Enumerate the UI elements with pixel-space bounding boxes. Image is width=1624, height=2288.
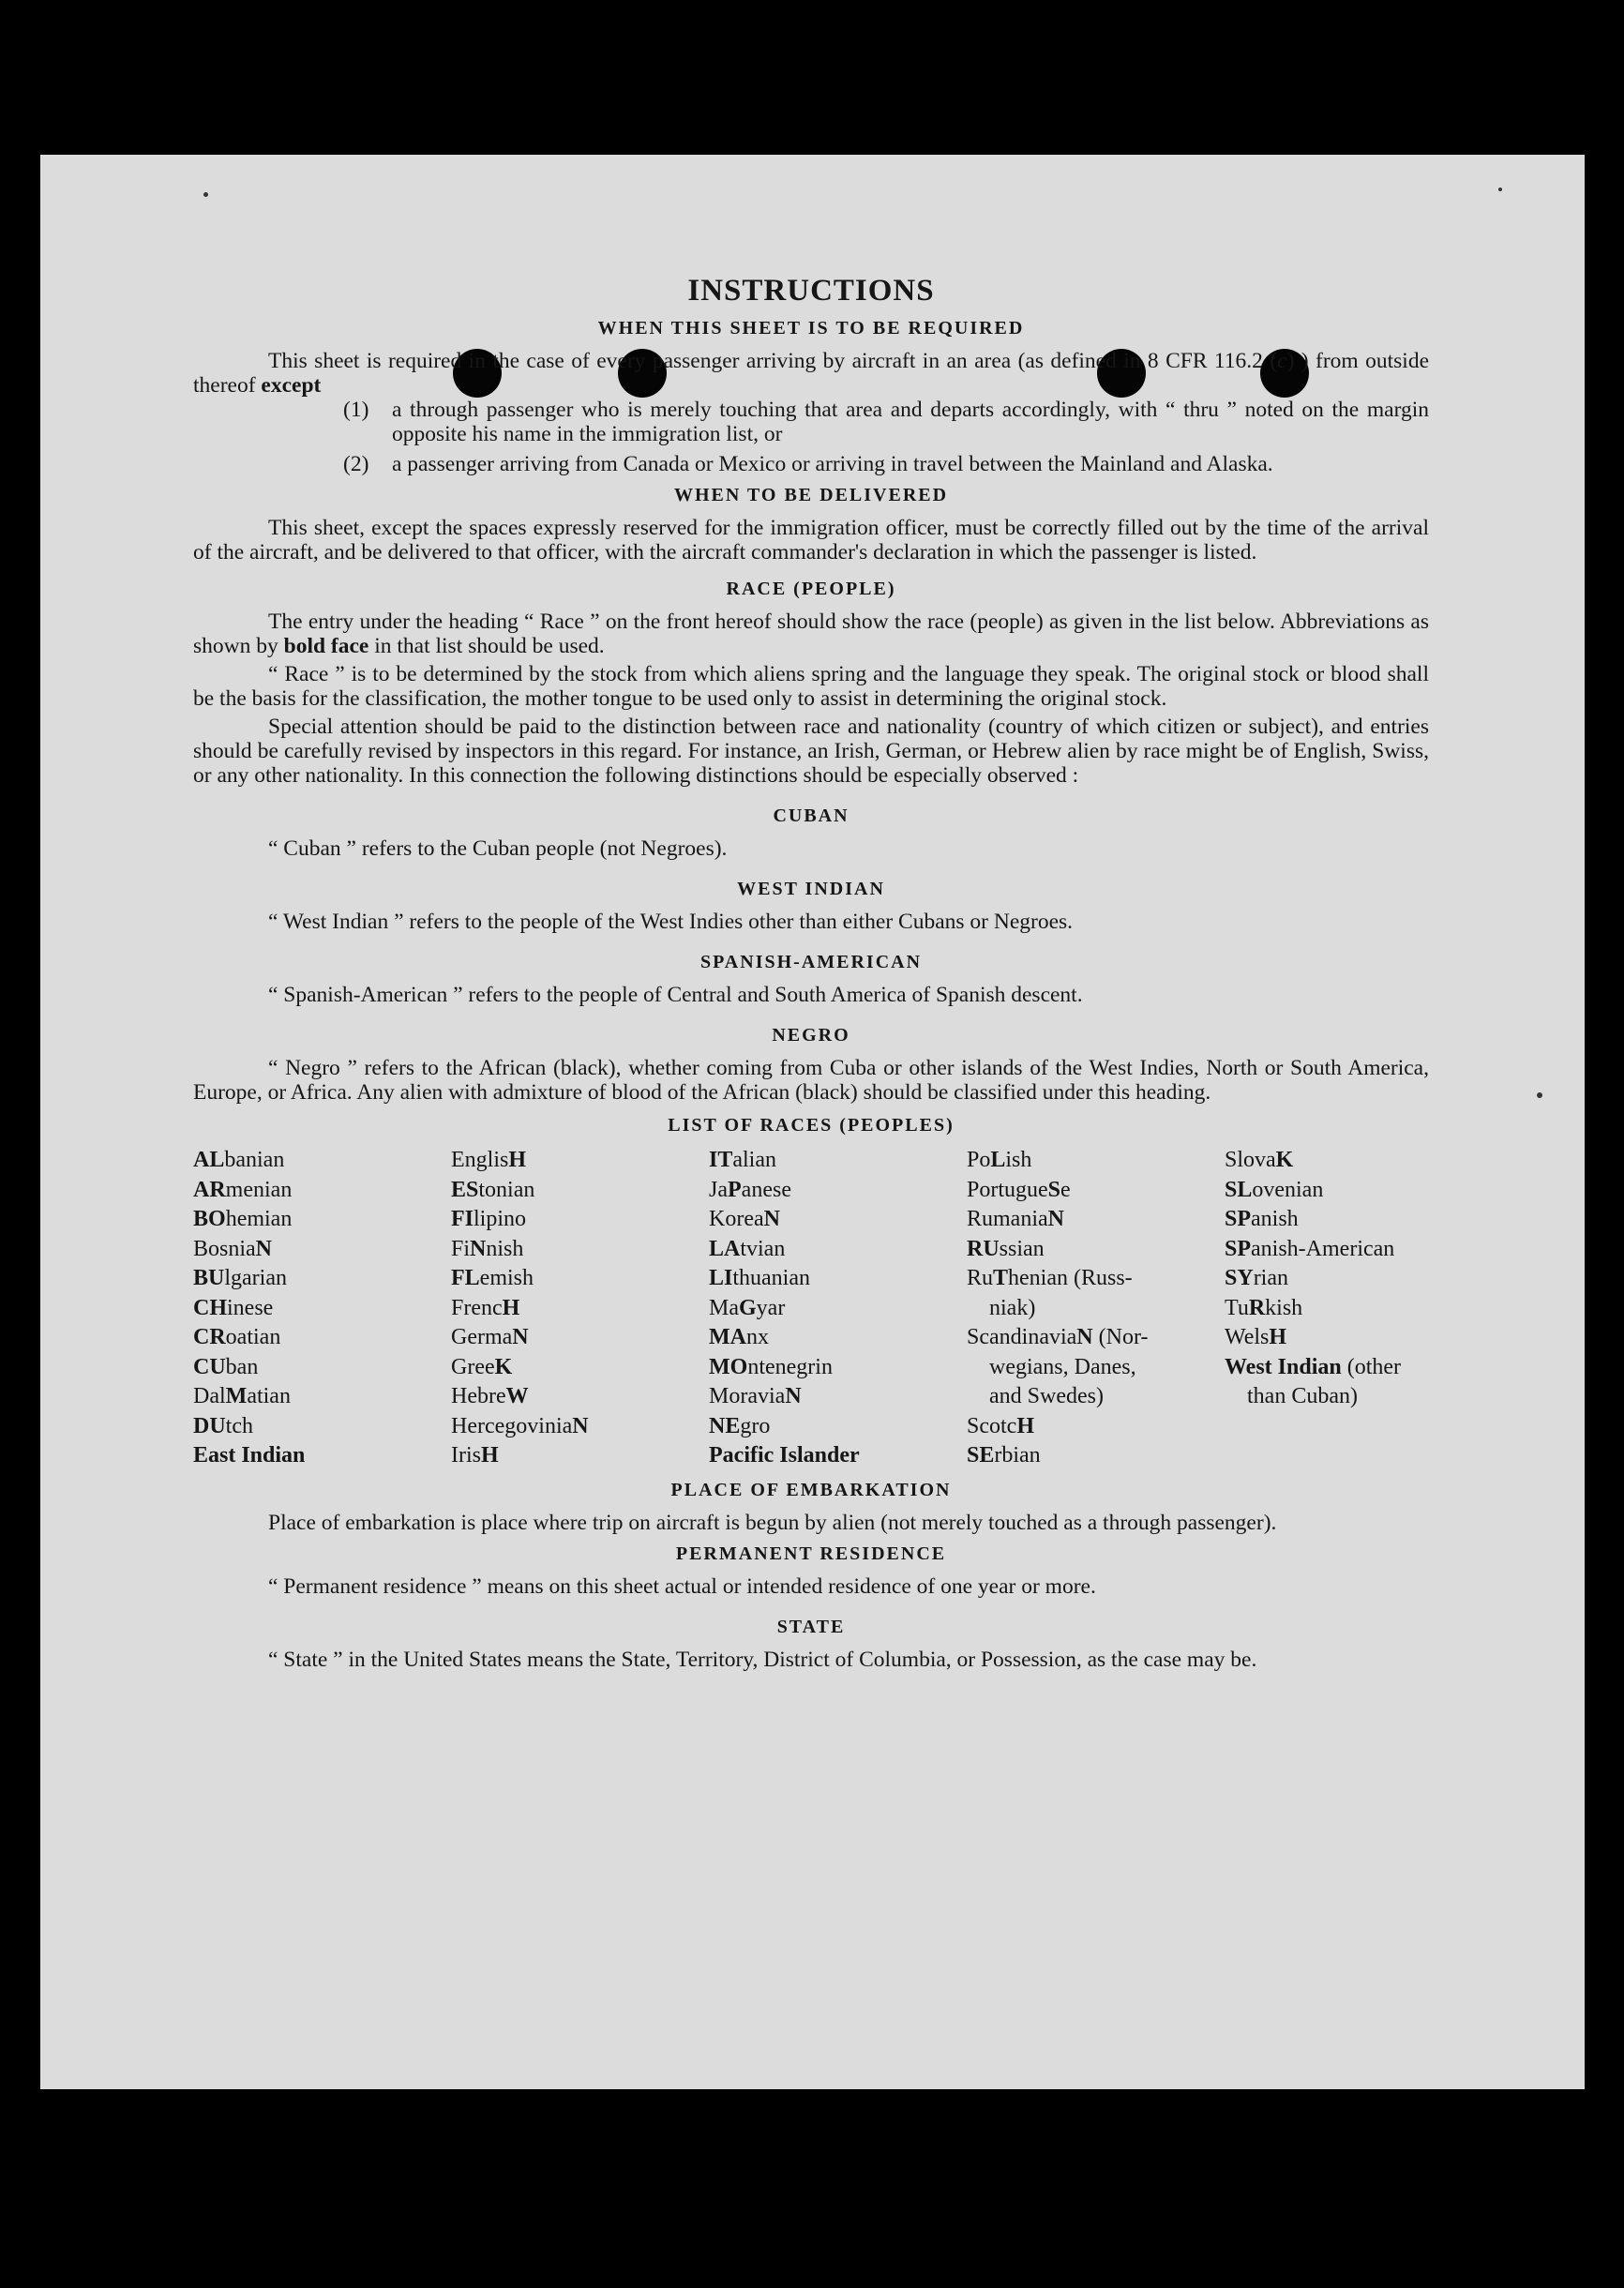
required-item	[343, 452, 1429, 476]
race-entry: EStonian	[451, 1177, 535, 1202]
race-entry: FLemish	[451, 1266, 534, 1290]
cuban-text: “ Cuban ” refers to the Cuban people (not Negroes).	[268, 836, 728, 861]
speck	[203, 192, 208, 197]
heading-required: WHEN THIS SHEET IS TO BE REQUIRED	[597, 318, 1025, 339]
race-entry: CHinese	[193, 1295, 274, 1320]
race-entry: ARmenian	[193, 1177, 293, 1202]
race-entry: NEgro	[709, 1413, 771, 1438]
race-entry: IrisH	[451, 1443, 499, 1468]
race-entry: ALbanian	[193, 1148, 285, 1172]
race-entry: niak)	[989, 1295, 1036, 1320]
heading-state: STATE	[776, 1616, 846, 1637]
race-entry: ScotcH	[967, 1413, 1034, 1438]
race-entry: than Cuban)	[1247, 1384, 1358, 1408]
speck	[1498, 188, 1502, 191]
race-entry: SPanish	[1225, 1207, 1299, 1231]
race-entry: ITalian	[709, 1148, 776, 1172]
race-entry: HebreW	[451, 1384, 529, 1408]
race-entry: MOntenegrin	[709, 1354, 833, 1379]
west-indian-text: “ West Indian ” refers to the people of the West Indies other than either Cubans or Negroes.	[268, 910, 1074, 934]
heading-permanent-residence: PERMANENT RESIDENCE	[675, 1543, 947, 1564]
heading-cuban: CUBAN	[773, 805, 850, 826]
residence-text: “ Permanent residence ” means on this sheet actual or intended residence of one year or more.	[268, 1573, 1096, 1599]
race-entry: MoraviaN	[709, 1384, 802, 1408]
race-entry: GreeK	[451, 1354, 513, 1379]
race-entry: BOhemian	[193, 1207, 293, 1231]
race-entry: HercegoviniaN	[451, 1413, 589, 1438]
race-entry: EnglisH	[451, 1148, 527, 1172]
race-entry: wegians, Danes,	[989, 1354, 1136, 1379]
race-entry: LIthuanian	[709, 1266, 810, 1290]
speck	[1537, 1092, 1542, 1098]
item-text: a passenger arriving from Canada or Mexico or arriving in travel between the Mainland and Alaska.	[392, 452, 1273, 476]
race-entry: RUssian	[967, 1236, 1045, 1261]
race-entry: WelsH	[1225, 1325, 1287, 1349]
race-entry: LAtvian	[709, 1236, 786, 1261]
race-entry: PoLish	[967, 1148, 1032, 1172]
races-column	[967, 1146, 1225, 1471]
race-entry: SErbian	[967, 1443, 1041, 1468]
embarkation-text: Place of embarkation is place where trip on aircraft is begun by alien (not merely touched as a through passenger).	[268, 1510, 1277, 1535]
race-paragraph-2: “ Race ” is to be determined by the stock from which aliens spring and the language they speak. The original stock or blood shall be the basis for the classification, the mother tongue to be used only to assist in determining the original stock.	[193, 662, 1429, 711]
heading-negro: NEGRO	[772, 1025, 850, 1046]
instructions-content	[193, 274, 1429, 1672]
race-entry: SlovaK	[1225, 1148, 1294, 1172]
race-entry: CUban	[193, 1354, 259, 1379]
race-entry: RuThenian (Russ-	[967, 1266, 1133, 1290]
item-text: a through passenger who is merely touching that area and departs accordingly, with “ thru ” noted on the margin opposite his name in the immigration list, or	[392, 398, 1429, 446]
race-entry: SLovenian	[1225, 1177, 1324, 1202]
race-entry: RumaniaN	[967, 1207, 1064, 1231]
race-entry: MAnx	[709, 1325, 769, 1349]
race-entry: KoreaN	[709, 1207, 780, 1231]
race-entry: FIlipino	[451, 1207, 527, 1231]
race-entry: DalMatian	[193, 1384, 291, 1408]
race-paragraph-3: Special attention should be paid to the distinction between race and nationality (country of which citizen or subject), and entries should be carefully revised by inspectors in this regard. For instance, an Irish, German, or Hebrew alien by race might be of English, Swiss, or any other nationality. In this connection the following distinctions should be especially observed :	[193, 715, 1429, 788]
race-entry: ScandinaviaN (Nor-	[967, 1325, 1149, 1349]
race-entry: BosniaN	[193, 1236, 273, 1261]
race-entry: Pacific Islander	[709, 1443, 860, 1468]
race-entry: TuRkish	[1225, 1295, 1303, 1320]
races-column	[1225, 1146, 1429, 1471]
race-entry: BUlgarian	[193, 1266, 287, 1290]
race-entry: MaGyar	[709, 1295, 786, 1320]
heading-spanish-american: SPANISH-AMERICAN	[699, 952, 923, 972]
race-paragraph-1: The entry under the heading “ Race ” on the front hereof should show the race (people) as given in the list below. Abbreviations as shown by bold face in that list should be used.	[193, 610, 1429, 658]
page-title: INSTRUCTIONS	[687, 274, 935, 308]
heading-list-of-races: LIST OF RACES (PEOPLES)	[668, 1115, 955, 1136]
delivered-text: This sheet, except the spaces expressly reserved for the immigration officer, must be correctly filled out by the time of the arrival of the aircraft, and be delivered to that officer, with the aircraft commander's declaration in which the passenger is listed.	[193, 516, 1429, 564]
races-column	[451, 1146, 709, 1471]
item-number: (2)	[343, 452, 369, 476]
race-entry: West Indian (other	[1225, 1354, 1402, 1379]
race-entry: FrencH	[451, 1295, 520, 1320]
required-item	[343, 398, 1429, 446]
race-entry: SPanish-American	[1225, 1236, 1395, 1261]
race-entry: JaPanese	[709, 1177, 791, 1202]
required-intro: This sheet is required in the case of every passenger arriving by aircraft in an area (as defined in 8 CFR 116.2 (c) ) from outside thereof except	[193, 349, 1429, 398]
heading-embarkation: PLACE OF EMBARKATION	[670, 1479, 952, 1500]
races-column	[193, 1146, 451, 1471]
race-entry: FiNnish	[451, 1236, 524, 1261]
race-entry: CRoatian	[193, 1325, 281, 1349]
races-list	[193, 1146, 1429, 1471]
race-entry: SYrian	[1225, 1266, 1288, 1290]
state-text: “ State ” in the United States means the State, Territory, District of Columbia, or Possession, as the case may be.	[268, 1647, 1257, 1672]
heading-race: RACE (PEOPLE)	[726, 579, 896, 599]
race-entry: GermaN	[451, 1325, 529, 1349]
negro-text: “ Negro ” refers to the African (black), whether coming from Cuba or other islands of the West Indies, North or South America, Europe, or Africa. Any alien with admixture of blood of the African (black) should be classified under this heading.	[193, 1056, 1429, 1105]
race-entry: PortugueSe	[967, 1177, 1071, 1202]
spanish-american-text: “ Spanish-American ” refers to the people of Central and South America of Spanish descent.	[268, 983, 1083, 1007]
heading-west-indian: WEST INDIAN	[737, 879, 885, 899]
race-entry: and Swedes)	[989, 1384, 1104, 1408]
item-number: (1)	[343, 398, 369, 422]
race-entry: DUtch	[193, 1413, 253, 1438]
race-entry: East Indian	[193, 1443, 306, 1468]
heading-delivered: WHEN TO BE DELIVERED	[673, 485, 949, 505]
races-column	[709, 1146, 967, 1471]
